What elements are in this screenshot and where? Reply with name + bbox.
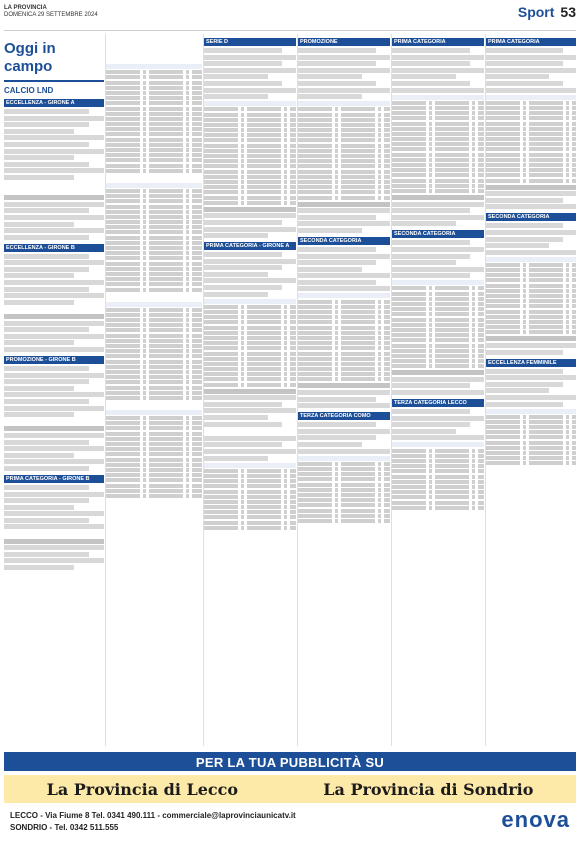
text-line (4, 545, 104, 550)
text-line (392, 409, 470, 414)
text-line (486, 343, 576, 348)
header-left (4, 5, 98, 19)
text-line (298, 435, 376, 440)
ad-paper-sondrio: La Provincia di Sondrio (323, 779, 534, 799)
group-header: ECCELLENZA - GIRONE A (4, 99, 104, 107)
text-line (4, 446, 104, 451)
group-header: PRIMA CATEGORIA (392, 38, 484, 46)
text-line (298, 74, 362, 79)
text-line (4, 142, 89, 147)
text-line (204, 278, 296, 283)
text-line (4, 149, 104, 154)
text-line (392, 370, 484, 375)
text-line (392, 429, 456, 434)
text-line (486, 375, 576, 380)
text-line (486, 223, 563, 228)
text-line (298, 254, 390, 259)
text-line (204, 292, 268, 297)
text-line (204, 213, 296, 218)
text-line (4, 466, 89, 471)
text-line (298, 228, 362, 233)
text-line (486, 74, 549, 79)
text-line (4, 440, 89, 445)
text-line (4, 485, 89, 490)
text-line (392, 208, 470, 213)
text-line (392, 416, 484, 421)
text-line (204, 442, 282, 447)
text-line (486, 230, 576, 235)
text-line (392, 55, 484, 60)
text-line (392, 273, 470, 278)
standings-table (106, 410, 202, 498)
standings-table (204, 299, 296, 387)
text-line (4, 558, 104, 563)
text-line (4, 260, 104, 265)
group-header: TERZA CATEGORIA COMO (298, 412, 390, 420)
text-line (298, 442, 362, 447)
text-line (298, 267, 362, 272)
text-line (4, 202, 104, 207)
column-2 (106, 34, 202, 746)
text-line (298, 403, 390, 408)
group-header: PRIMA CATEGORIA - GIRONE B (4, 475, 104, 483)
text-line (4, 155, 74, 160)
text-line (298, 61, 376, 66)
section-name: Sport (517, 4, 555, 20)
text-line (204, 220, 282, 225)
text-line (4, 273, 74, 278)
text-line (4, 373, 104, 378)
text-line (392, 260, 456, 265)
ad-contact-lecco: LECCO - Via Fiume 8 Tel. 0341 490.111 - commerciale@laprovinciaunicatv.it (10, 811, 296, 820)
text-line (4, 392, 104, 397)
text-line (4, 327, 89, 332)
text-line (4, 208, 89, 213)
group-header: SERIE D (204, 38, 296, 46)
text-line (4, 300, 74, 305)
text-line (298, 390, 390, 395)
text-line (204, 227, 296, 232)
text-line (4, 293, 104, 298)
category-title: CALCIO LND (4, 86, 54, 95)
text-line (486, 61, 563, 66)
text-line (298, 94, 362, 99)
standings-table (486, 95, 576, 183)
text-line (392, 247, 484, 252)
text-line (4, 175, 74, 180)
ad-contact-sondrio: SONDRIO - Tel. 0342 511.555 (10, 823, 119, 832)
text-line (298, 286, 390, 291)
text-line (298, 55, 390, 60)
text-line (4, 109, 89, 114)
text-line (4, 280, 104, 285)
text-line (298, 68, 390, 73)
text-line (4, 228, 104, 233)
text-line (4, 386, 74, 391)
text-line (4, 426, 104, 431)
column-1 (4, 34, 104, 746)
text-line (4, 347, 104, 352)
text-line (486, 88, 576, 93)
text-line (486, 191, 576, 196)
text-line (4, 552, 89, 557)
text-line (486, 250, 576, 255)
text-line (486, 68, 576, 73)
text-line (204, 456, 268, 461)
text-line (392, 88, 484, 93)
text-line (392, 240, 470, 245)
text-line (298, 273, 390, 278)
text-line (298, 449, 390, 454)
text-line (392, 422, 470, 427)
text-line (392, 61, 470, 66)
text-line (204, 285, 282, 290)
text-line (486, 243, 549, 248)
text-line (4, 433, 104, 438)
text-line (4, 287, 89, 292)
text-line (4, 498, 89, 503)
text-line (204, 402, 282, 407)
text-line (392, 48, 470, 53)
column-4 (298, 34, 390, 746)
text-line (392, 74, 456, 79)
text-line (204, 88, 296, 93)
text-line (392, 390, 484, 395)
text-line (204, 74, 268, 79)
text-line (392, 254, 470, 259)
text-line (204, 207, 296, 212)
text-line (486, 204, 576, 209)
text-line (298, 88, 390, 93)
text-line (298, 383, 390, 388)
group-header: TERZA CATEGORIA LECCO (392, 399, 484, 407)
group-header: SECONDA CATEGORIA (486, 213, 576, 221)
column-6 (486, 34, 576, 746)
standings-table (298, 293, 390, 381)
standings-table (204, 463, 296, 530)
standings-table (298, 456, 390, 523)
text-line (298, 81, 376, 86)
group-header: PRIMA CATEGORIA (486, 38, 576, 46)
standings-table (392, 95, 484, 193)
standings-table (106, 302, 202, 400)
ad-paper-lecco: La Provincia di Lecco (46, 779, 239, 799)
text-line (4, 129, 74, 134)
text-line (298, 202, 390, 207)
text-line (4, 267, 89, 272)
text-line (486, 185, 576, 190)
page-header (4, 2, 576, 31)
text-line (204, 81, 282, 86)
text-line (4, 195, 104, 200)
paper-date: DOMENICA 29 SETTEMBRE 2024 (4, 12, 98, 18)
content-columns (4, 34, 576, 746)
text-line (486, 336, 576, 341)
text-line (486, 402, 563, 407)
text-line (4, 565, 74, 570)
text-line (4, 116, 104, 121)
group-header: SECONDA CATEGORIA (298, 237, 390, 245)
text-line (204, 55, 296, 60)
text-line (204, 233, 268, 238)
ad-papers (4, 775, 576, 803)
group-header: PROMOZIONE - GIRONE B (4, 356, 104, 364)
text-line (4, 135, 104, 140)
text-line (4, 524, 104, 529)
group-header: PRIMA CATEGORIA - GIRONE A (204, 242, 296, 250)
text-line (204, 436, 296, 441)
text-line (298, 208, 390, 213)
text-line (4, 215, 104, 220)
group-header: PROMOZIONE (298, 38, 390, 46)
text-line (204, 408, 296, 413)
text-line (392, 195, 484, 200)
text-line (486, 382, 563, 387)
text-line (298, 422, 376, 427)
text-line (298, 280, 376, 285)
text-line (298, 247, 376, 252)
text-line (204, 259, 296, 264)
text-line (4, 412, 74, 417)
text-line (4, 406, 104, 411)
text-line (4, 235, 89, 240)
text-line (298, 221, 390, 226)
text-line (4, 399, 89, 404)
header-right (518, 4, 576, 20)
text-line (4, 511, 104, 516)
text-line (4, 254, 89, 259)
text-line (204, 61, 282, 66)
column-3 (204, 34, 296, 746)
column-5 (392, 34, 484, 746)
text-line (392, 68, 484, 73)
text-line (486, 198, 563, 203)
text-line (204, 422, 282, 427)
text-line (204, 48, 282, 53)
text-line (298, 48, 376, 53)
text-line (392, 435, 484, 440)
text-line (4, 340, 74, 345)
text-line (204, 265, 282, 270)
ad-brand-logo: enova (501, 807, 570, 832)
text-line (204, 449, 296, 454)
text-line (298, 397, 376, 402)
standings-table (392, 442, 484, 509)
paper-name: LA PROVINCIA (4, 5, 47, 11)
standings-table (486, 257, 576, 335)
standings-table (204, 101, 296, 205)
text-line (486, 369, 563, 374)
text-line (4, 453, 74, 458)
standings-table (106, 183, 202, 292)
text-line (204, 395, 296, 400)
text-line (392, 267, 484, 272)
text-line (392, 202, 484, 207)
text-line (486, 237, 563, 242)
text-line (392, 383, 470, 388)
text-line (392, 81, 470, 86)
text-line (486, 48, 563, 53)
text-line (298, 215, 376, 220)
text-line (392, 221, 456, 226)
text-line (4, 539, 104, 544)
text-line (204, 415, 268, 420)
text-line (4, 162, 89, 167)
text-line (298, 429, 390, 434)
group-header: ECCELLENZA - GIRONE B (4, 244, 104, 252)
text-line (204, 389, 296, 394)
standings-table (298, 101, 390, 199)
text-line (204, 94, 268, 99)
group-header: SECONDA CATEGORIA (392, 230, 484, 238)
text-line (204, 252, 282, 257)
standings-table (392, 280, 484, 368)
text-line (4, 334, 104, 339)
text-line (4, 366, 89, 371)
text-line (486, 395, 576, 400)
text-line (4, 222, 74, 227)
text-line (392, 215, 484, 220)
text-line (486, 55, 576, 60)
text-line (392, 377, 484, 382)
text-line (4, 168, 104, 173)
text-line (4, 321, 104, 326)
group-header: ECCELLENZA FEMMINILE (486, 359, 576, 367)
text-line (204, 272, 268, 277)
text-line (4, 314, 104, 319)
standings-table (106, 64, 202, 173)
text-line (4, 122, 89, 127)
text-line (4, 505, 74, 510)
standings-table (486, 409, 576, 466)
advertisement (4, 752, 576, 849)
text-line (204, 68, 296, 73)
text-line (298, 260, 376, 265)
text-line (486, 81, 563, 86)
ad-banner: PER LA TUA PUBBLICITÀ SU (4, 755, 576, 771)
page-title: Oggi in campo (4, 34, 104, 82)
text-line (4, 518, 89, 523)
text-line (4, 379, 89, 384)
text-line (4, 492, 104, 497)
text-line (486, 388, 549, 393)
text-line (486, 350, 563, 355)
page-number: 53 (560, 4, 576, 20)
text-line (4, 459, 104, 464)
